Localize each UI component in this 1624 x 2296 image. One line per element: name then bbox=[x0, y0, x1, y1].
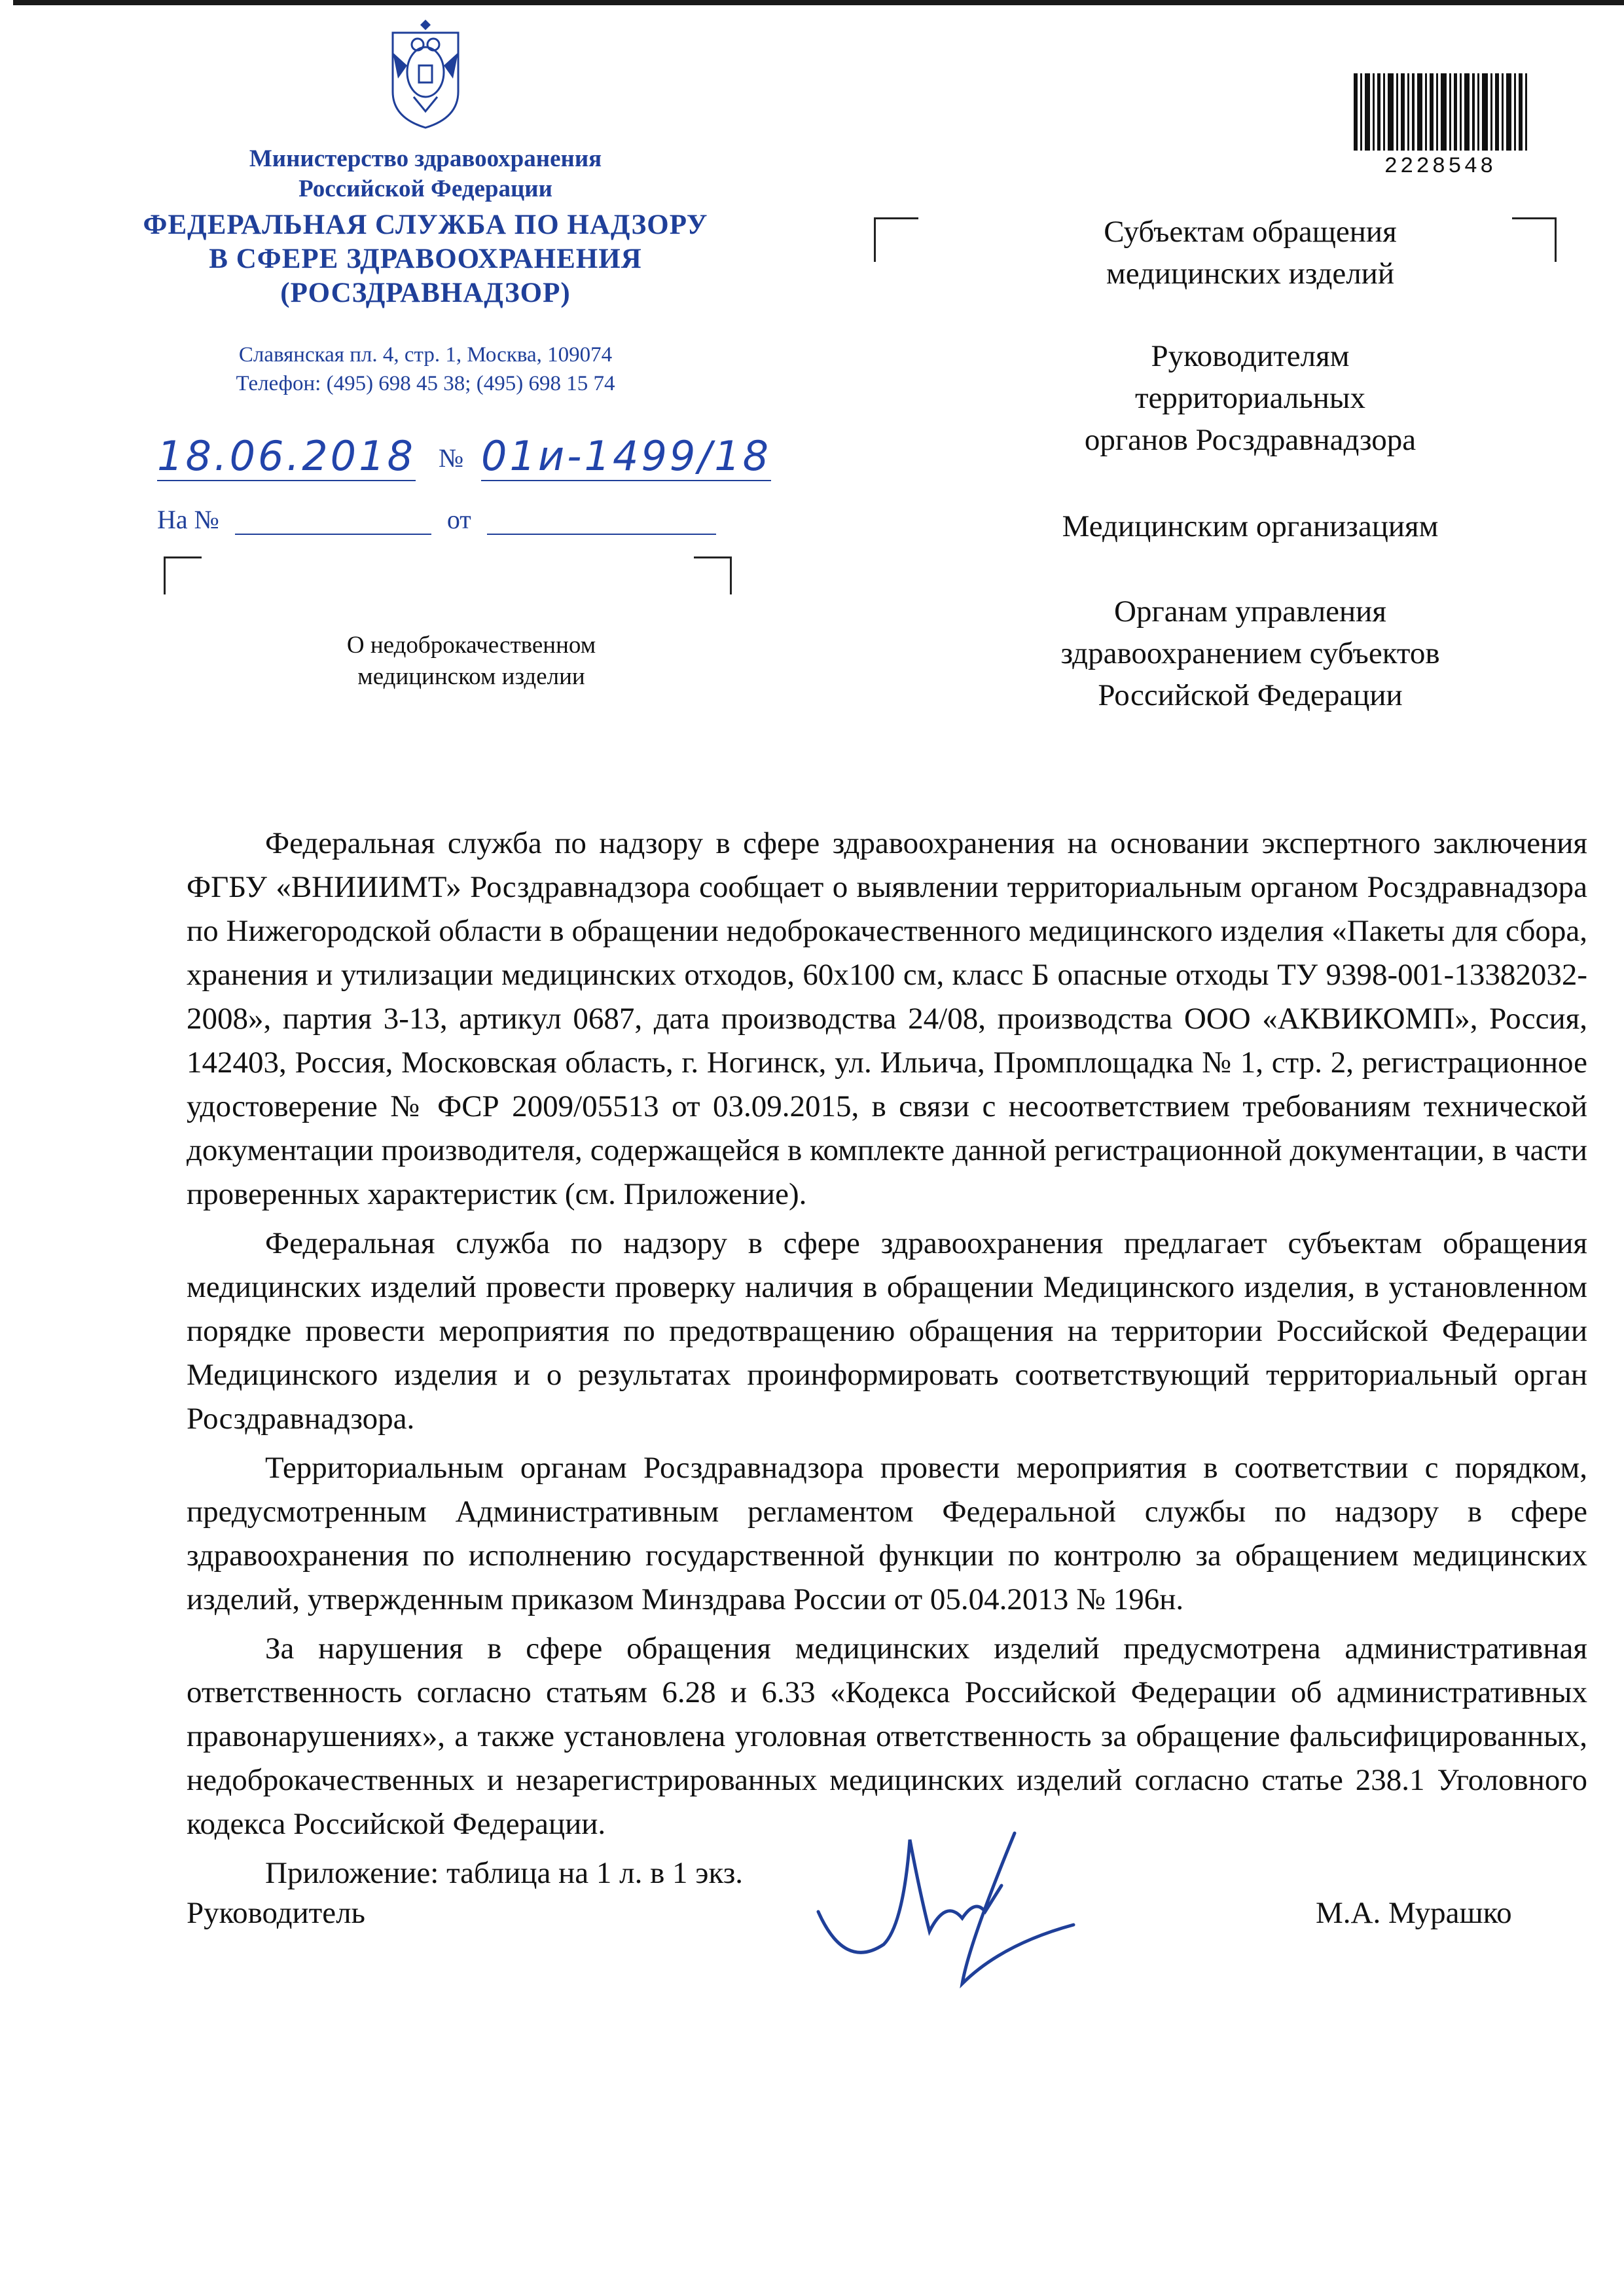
letter-body bbox=[187, 822, 1587, 1901]
body-paragraph-1: Федеральная служба по надзору в сфере здравоохранения на основании экспертного заключения ФГБУ «ВНИИИМТ» Росздравнадзора сообщает о выявлении территориальным органом Росздравнадзора по Нижегородской области в обращении недоброкачественного медицинского изделия «Пакеты для сбора, хранения и утилизации медицинских отходов, 60х100 см, класс Б опасные отходы ТУ 9398-001-13382032-2008», партия 3-13, артикул 0687, дата производства 24/08, производства ООО «АКВИКОМП», Россия, 142403, Россия, Московская область, г. Ногинск, ул. Ильича, Промплощадка № 1, стр. 2, регистрационное удостоверение № ФСР 2009/05513 от 03.09.2015, в связи с несоответствием требованиям технической документации производителя, содержащейся в комплекте данной регистрационной документации, в части проверенных характеристик (см. Приложение). bbox=[187, 826, 1587, 1211]
reply-date-blank bbox=[487, 510, 716, 535]
addressee-corner-left bbox=[874, 217, 918, 262]
body-paragraph-3: Территориальным органам Росздравнадзора провести мероприятия в соответствии с порядком, предусмотренным Административным регламентом Федеральной службы по надзору в сфере здравоохранения по исполнению государственной функции по контролю за обращением медицинских изделий, утвержденным приказом Минздрава России от 05.04.2013 № 196н. bbox=[187, 1451, 1587, 1616]
address-line: Славянская пл. 4, стр. 1, Москва, 109074 bbox=[238, 343, 613, 367]
addressee-1-line-1: Субъектам обращения bbox=[1104, 215, 1397, 249]
document-number: 01и-1499/18 bbox=[481, 432, 772, 480]
barcode-bars bbox=[1348, 71, 1532, 155]
reply-number-blank bbox=[235, 510, 431, 535]
subject-line-2: медицинском изделии bbox=[357, 663, 585, 690]
number-label: № bbox=[439, 443, 464, 473]
signatory-name: М.А. Мурашко bbox=[1316, 1896, 1512, 1930]
addressee-block-1 bbox=[962, 211, 1538, 295]
addressee-block-3 bbox=[962, 505, 1538, 547]
handwritten-signature bbox=[805, 1813, 1093, 2296]
ministry-name bbox=[164, 144, 687, 204]
service-line-1: ФЕДЕРАЛЬНАЯ СЛУЖБА ПО НАДЗОРУ bbox=[143, 210, 708, 240]
addressee-4-line-3: Российской Федерации bbox=[1098, 678, 1403, 712]
addressee-3-line-1: Медицинским организациям bbox=[1062, 509, 1439, 543]
body-paragraph-2: Федеральная служба по надзору в сфере здравоохранения предлагает субъектам обращения медицинских изделий провести проверку наличия в обращении Медицинского изделия, в установленном порядке провести мероприятия по предотвращению обращения на территории Российской Федерации Медицинского изделия и о результатах проинформировать соответствующий территориальный орган Росздравнадзора. bbox=[187, 1226, 1587, 1436]
addressee-4-line-1: Органам управления bbox=[1114, 594, 1386, 629]
addressee-4-line-2: здравоохранением субъектов bbox=[1060, 636, 1440, 670]
addressee-1-line-2: медицинских изделий bbox=[1106, 257, 1394, 291]
coat-of-arms-emblem bbox=[386, 20, 465, 131]
subject-corner-left bbox=[164, 556, 202, 594]
addressee-block-4 bbox=[962, 591, 1538, 716]
service-line-3: (РОСЗДРАВНАДЗОР) bbox=[280, 278, 571, 308]
document-date: 18.06.2018 bbox=[157, 432, 416, 480]
phone-line: Телефон: (495) 698 45 38; (495) 698 15 74 bbox=[236, 372, 615, 395]
barcode-number: 2228548 bbox=[1384, 155, 1496, 179]
subject-line-1: О недоброкачественном bbox=[346, 632, 596, 659]
reply-date-label: от bbox=[446, 505, 471, 534]
document-subject bbox=[275, 630, 668, 693]
ministry-line-2: Российской Федерации bbox=[298, 175, 552, 202]
annex-note: Приложение: таблица на 1 л. в 1 экз. bbox=[265, 1856, 744, 1890]
service-line-2: В СФЕРЕ ЗДРАВООХРАНЕНИЯ bbox=[209, 244, 642, 274]
body-paragraph-4: За нарушения в сфере обращения медицинских изделий предусмотрена административная ответственность согласно статьям 6.28 и 6.33 «Кодекса Российской Федерации об административных правонарушениях», а также установлена уголовная ответственность за обращение фальсифицированных, недоброкачественных и незарегистрированных медицинских изделий согласно статье 238.1 Уголовного кодекса Российской Федерации. bbox=[187, 1631, 1587, 1841]
ministry-line-1: Министерство здравоохранения bbox=[249, 145, 602, 172]
addressee-block-2 bbox=[962, 335, 1538, 461]
scan-edge-mark bbox=[13, 0, 1624, 5]
barcode bbox=[1348, 71, 1532, 182]
signatory-title: Руководитель bbox=[187, 1896, 365, 1930]
addressee-2-line-3: органов Росздравнадзора bbox=[1084, 423, 1416, 457]
service-address bbox=[164, 340, 687, 398]
reply-reference-line bbox=[157, 504, 746, 535]
addressee-2-line-1: Руководителям bbox=[1151, 339, 1350, 373]
subject-corner-right bbox=[694, 556, 732, 594]
service-name bbox=[131, 208, 720, 310]
reply-number-label: На № bbox=[157, 505, 219, 534]
addressee-2-line-2: территориальных bbox=[1134, 381, 1366, 415]
